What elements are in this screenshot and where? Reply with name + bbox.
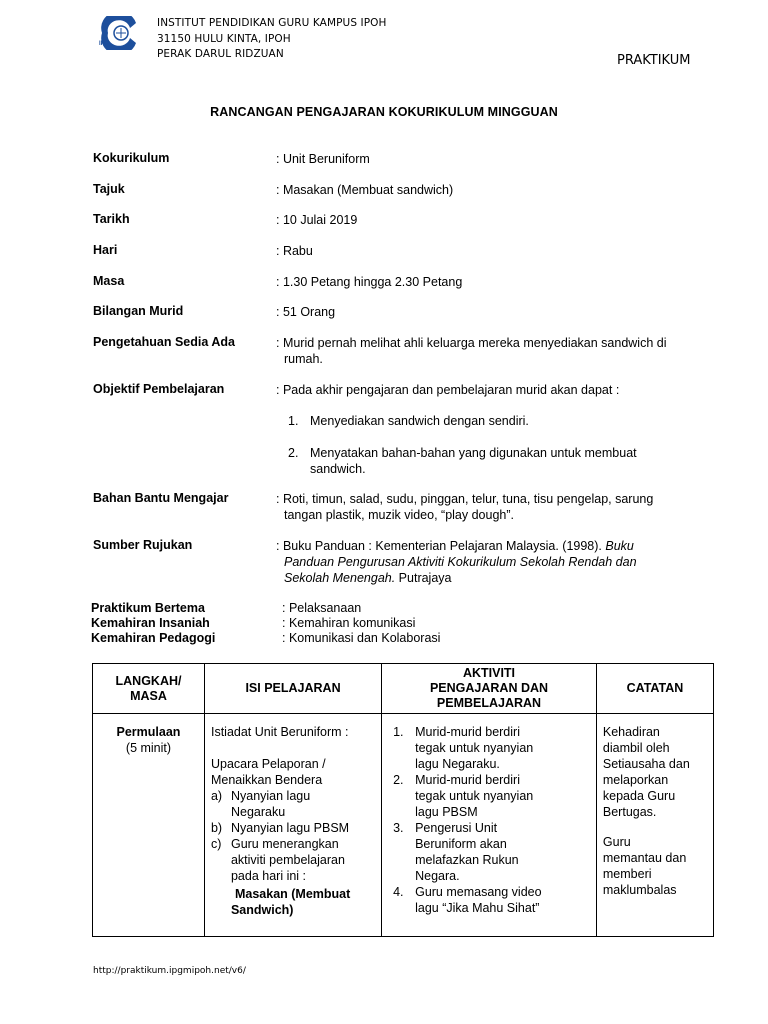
isi-item-key: b) [210,821,223,835]
label-bahan-bantu: Bahan Bantu Mengajar [93,491,229,505]
sumber-publisher: Putrajaya [395,571,452,585]
value-pengetahuan-line2: rumah. [284,352,323,366]
isi-item-key: c) [210,837,222,851]
value-praktikum-bertema: : Pelaksanaan [282,601,362,615]
sumber-line1: : Buku Panduan : Kementerian Pelajaran Malaysia. (1998). [276,539,606,553]
objective-item-2 [288,445,728,477]
objective-number: 2. [288,446,299,460]
catatan-line: Guru [602,835,631,849]
catatan-note-1 [603,724,707,820]
label-masa: Masa [93,274,125,288]
activity-line: melafazkan Rukun [415,853,519,867]
institution-name: INSTITUT PENDIDIKAN GURU KAMPUS IPOH [157,17,387,29]
value-hari: : Rabu [276,244,313,258]
value-pengetahuan-line1: : Murid pernah melihat ahli keluarga mereka menyediakan sandwich di [276,336,667,350]
isi-sub-line1: Upacara Pelaporan / [210,757,326,771]
catatan-line: Kehadiran [602,725,660,739]
lesson-plan-table [92,663,714,937]
catatan-line: kepada Guru [602,789,676,803]
value-bahan-line2: tangan plastik, muzik video, “play dough”. [284,508,514,522]
doc-type-label: PRAKTIKUM [617,53,691,68]
table-row [93,714,714,937]
value-bilangan-murid: : 51 Orang [276,305,336,319]
label-bilangan-murid: Bilangan Murid [93,304,184,318]
isi-item-line: pada hari ini : [230,869,307,883]
activity-number: 4. [393,885,404,899]
objective-number: 1. [288,414,299,428]
header-aktiviti-line2: PENGAJARAN DAN [429,681,549,695]
label-pengetahuan: Pengetahuan Sedia Ada [93,335,235,349]
value-tajuk: : Masakan (Membuat sandwich) [276,183,454,197]
label-kemahiran-pedagogi: Kemahiran Pedagogi [91,631,216,645]
isi-sub-line2: Menaikkan Bendera [210,773,323,787]
isi-item-line: Guru menerangkan [230,837,339,851]
isi-item-line: Nyanyian lagu PBSM [230,821,350,835]
isi-item-line: Nyanyian lagu [230,789,311,803]
svg-text:IPG: IPG [99,41,110,47]
activity-line: lagu “Jika Mahu Sihat” [415,901,540,915]
sumber-book-title-middle: Panduan Pengurusan Aktiviti Kokurikulum Sekolah Rendah dan [284,555,637,569]
header-aktiviti-line3: PEMBELAJARAN [436,696,542,710]
isi-item-line: aktiviti pembelajaran [230,853,345,867]
catatan-line: memberi [602,867,652,881]
isi-item-c [211,836,375,884]
header-catatan: CATATAN [596,664,713,714]
sumber-book-title-end: Sekolah Menengah. [284,571,396,585]
label-tajuk: Tajuk [93,182,125,196]
value-pengetahuan [276,335,731,367]
activity-number: 2. [393,773,404,787]
catatan-line: melaporkan [602,773,669,787]
value-kokurikulum: : Unit Beruniform [276,152,370,166]
value-objektif: : Pada akhir pengajaran dan pembelajaran murid akan dapat : [276,383,620,397]
objective-text-line2: sandwich. [310,462,366,476]
cell-catatan [596,714,713,937]
header-aktiviti [382,664,597,714]
catatan-line: maklumbalas [602,883,677,897]
objective-item-1 [288,413,728,429]
activity-item-3 [388,820,590,884]
value-masa: : 1.30 Petang hingga 2.30 Petang [276,275,463,289]
value-kemahiran-insaniah: : Kemahiran komunikasi [282,616,416,630]
label-kemahiran-insaniah: Kemahiran Insaniah [91,616,210,630]
activity-line: Beruniform akan [415,837,507,851]
catatan-line: diambil oleh [602,741,670,755]
value-bahan-bantu [276,491,731,523]
header-masa: MASA [130,688,167,703]
activity-item-2 [388,772,590,820]
institution-state: PERAK DARUL RIDZUAN [157,48,284,60]
activity-item-4 [388,884,590,916]
label-praktikum-bertema: Praktikum Bertema [91,601,205,615]
value-bahan-line1: : Roti, timun, salad, sudu, pinggan, telur, tuna, tisu pengelap, sarung [276,492,654,506]
objective-text-line1: Menyatakan bahan-bahan yang digunakan untuk membuat [310,446,637,460]
isi-item-a [211,788,375,820]
page-title: RANCANGAN PENGAJARAN KOKURIKULUM MINGGUAN [210,105,558,119]
activity-item-1 [388,724,590,772]
isi-item-line: Negaraku [230,805,286,819]
table-header-row [93,664,714,714]
isi-item-key: a) [210,789,223,803]
isi-topic-line1: Masakan (Membuat [234,887,351,901]
catatan-line: Setiausaha dan [602,757,690,771]
activity-line: Negara. [415,869,460,883]
isi-item-b [211,820,375,836]
sumber-line2 [276,554,731,570]
activity-line: lagu Negaraku. [415,757,500,771]
value-kemahiran-pedagogi: : Komunikasi dan Kolaborasi [282,631,441,645]
institution-postcode: 31150 HULU KINTA, IPOH [157,32,291,45]
step-duration: (5 minit) [125,741,172,755]
objective-text: Menyediakan sandwich dengan sendiri. [310,414,529,428]
header-aktiviti-line1: AKTIVITI [462,666,516,680]
cell-langkah [93,714,205,937]
institution-address [157,16,387,63]
isi-topic-line2: Sandwich) [230,903,294,917]
footer-url-link[interactable]: http://praktikum.ipgmipoh.net/v6/ [93,966,246,976]
header-langkah-masa [93,664,205,714]
value-tarikh: : 10 Julai 2019 [276,213,358,227]
activity-line: Guru memasang video [415,885,542,899]
activity-line: tegak untuk nyanyian [415,741,534,755]
activity-number: 3. [393,821,404,835]
sumber-line3 [276,570,731,586]
label-sumber-rujukan: Sumber Rujukan [93,538,193,552]
activity-line: Murid-murid berdiri [415,725,520,739]
activity-line: Pengerusi Unit [415,821,498,835]
label-kokurikulum: Kokurikulum [93,151,170,165]
label-hari: Hari [93,243,118,257]
activity-line: Murid-murid berdiri [415,773,520,787]
isi-heading: Istiadat Unit Beruniform : [210,725,349,739]
catatan-line: Bertugas. [602,805,657,819]
sumber-book-title-start: Buku [605,539,634,553]
activity-number: 1. [393,725,404,739]
step-name: Permulaan [116,725,181,739]
catatan-line: memantau dan [602,851,687,865]
value-sumber-rujukan [276,538,731,586]
label-tarikh: Tarikh [93,212,130,226]
catatan-note-2 [603,834,707,898]
header-isi-pelajaran: ISI PELAJARAN [204,664,381,714]
label-objektif: Objektif Pembelajaran [93,382,225,396]
activity-line: lagu PBSM [415,805,478,819]
activity-line: tegak untuk nyanyian [415,789,534,803]
header-langkah: LANGKAH/ [115,673,182,688]
institution-logo [96,16,146,50]
cell-aktiviti [382,714,597,937]
cell-isi-pelajaran [204,714,381,937]
